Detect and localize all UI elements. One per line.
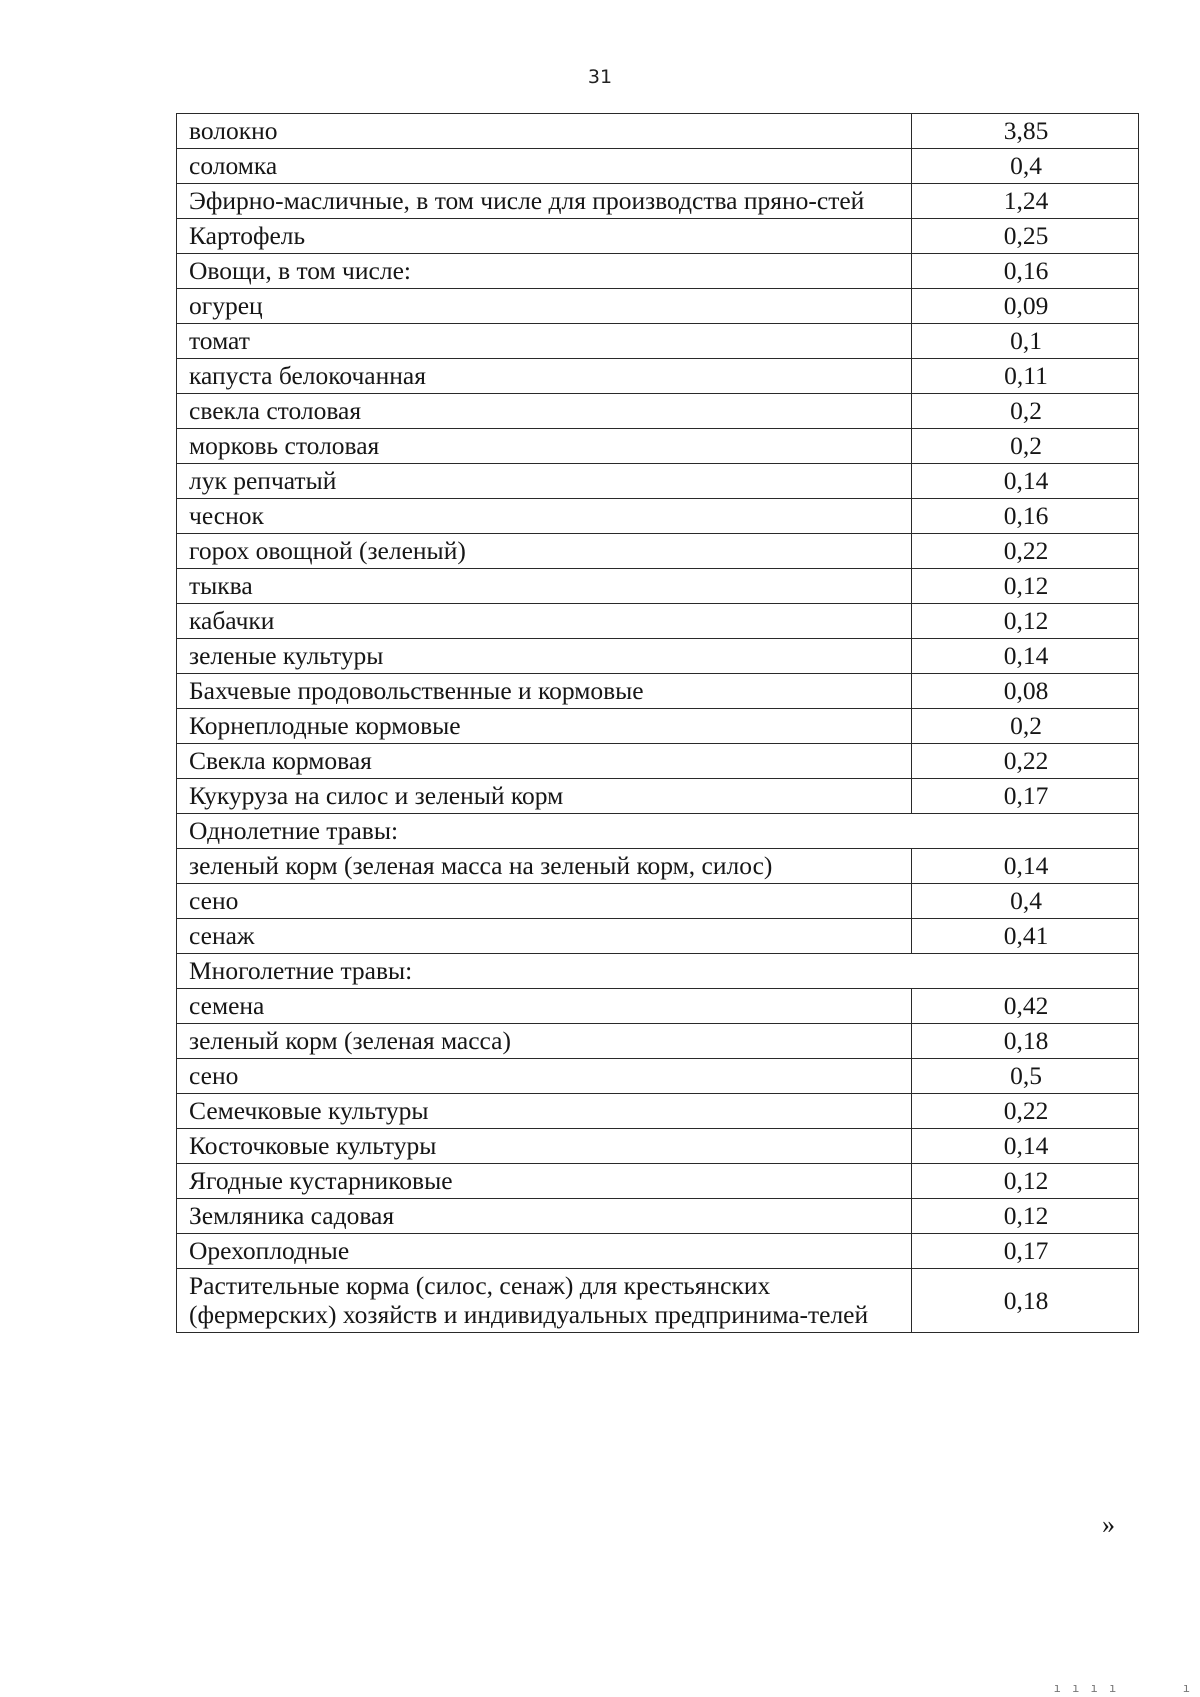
crop-name-cell: горох овощной (зеленый): [177, 534, 912, 569]
crop-name-cell: свекла столовая: [177, 394, 912, 429]
crop-name-cell: зеленые культуры: [177, 639, 912, 674]
group-header-cell: Многолетние травы:: [177, 954, 1139, 989]
table-row: [177, 709, 1139, 744]
crop-name-cell: Косточковые культуры: [177, 1129, 912, 1164]
crop-name-cell: Ягодные кустарниковые: [177, 1164, 912, 1199]
coefficient-value-cell: 0,14: [912, 849, 1139, 884]
coefficient-value-cell: 0,1: [912, 324, 1139, 359]
coefficient-value-cell: 0,4: [912, 884, 1139, 919]
group-header-row: [177, 814, 1139, 849]
table-row: [177, 499, 1139, 534]
crop-name-cell: Бахчевые продовольственные и кормовые: [177, 674, 912, 709]
table-row: [177, 324, 1139, 359]
table-row: [177, 464, 1139, 499]
table-row: [177, 534, 1139, 569]
table-row: [177, 394, 1139, 429]
coefficient-value-cell: 0,22: [912, 1094, 1139, 1129]
coefficient-value-cell: 3,85: [912, 114, 1139, 149]
crop-name-cell: тыква: [177, 569, 912, 604]
crop-name-cell: Семечковые культуры: [177, 1094, 912, 1129]
coefficient-value-cell: 0,12: [912, 1164, 1139, 1199]
crop-name-cell: зеленый корм (зеленая масса): [177, 1024, 912, 1059]
coefficient-value-cell: 0,12: [912, 1199, 1139, 1234]
table-row: [177, 919, 1139, 954]
table-body: [177, 114, 1139, 1333]
table-row: [177, 254, 1139, 289]
table-row: [177, 114, 1139, 149]
crop-name-cell: томат: [177, 324, 912, 359]
crop-name-cell: Растительные корма (силос, сенаж) для крестьянских (фермерских) хозяйств и индивидуальных предпринима-телей: [177, 1269, 912, 1333]
crop-name-cell: Орехоплодные: [177, 1234, 912, 1269]
coefficient-value-cell: 0,12: [912, 604, 1139, 639]
crop-name-cell: сено: [177, 884, 912, 919]
coefficient-value-cell: 0,41: [912, 919, 1139, 954]
crop-name-cell: Кукуруза на силос и зеленый корм: [177, 779, 912, 814]
table-row: [177, 1199, 1139, 1234]
coefficient-value-cell: 1,24: [912, 184, 1139, 219]
table-row: [177, 1024, 1139, 1059]
crop-name-cell: лук репчатый: [177, 464, 912, 499]
crop-name-cell: морковь столовая: [177, 429, 912, 464]
crop-name-cell: волокно: [177, 114, 912, 149]
page-number: 31: [587, 66, 613, 88]
table-row: [177, 289, 1139, 324]
coefficient-value-cell: 0,16: [912, 499, 1139, 534]
crop-name-cell: Земляника садовая: [177, 1199, 912, 1234]
table-row: [177, 779, 1139, 814]
crop-name-cell: капуста белокочанная: [177, 359, 912, 394]
coefficient-value-cell: 0,18: [912, 1024, 1139, 1059]
coefficient-value-cell: 0,11: [912, 359, 1139, 394]
coefficient-value-cell: 0,22: [912, 744, 1139, 779]
table-row: [177, 744, 1139, 779]
coefficient-value-cell: 0,22: [912, 534, 1139, 569]
table-row: [177, 429, 1139, 464]
coefficient-value-cell: 0,18: [912, 1269, 1139, 1333]
table-row: [177, 184, 1139, 219]
crop-name-cell: чеснок: [177, 499, 912, 534]
table-row: [177, 1164, 1139, 1199]
crop-name-cell: кабачки: [177, 604, 912, 639]
table-row: [177, 639, 1139, 674]
table-row: [177, 1269, 1139, 1333]
table-row: [177, 604, 1139, 639]
coefficient-value-cell: 0,42: [912, 989, 1139, 1024]
scan-marks: ı ı ı ı ı: [1053, 1681, 1192, 1695]
crop-name-cell: Корнеплодные кормовые: [177, 709, 912, 744]
coefficient-value-cell: 0,2: [912, 709, 1139, 744]
crop-name-cell: семена: [177, 989, 912, 1024]
table-row: [177, 149, 1139, 184]
coefficient-value-cell: 0,25: [912, 219, 1139, 254]
coefficient-value-cell: 0,2: [912, 429, 1139, 464]
table-row: [177, 569, 1139, 604]
coefficient-value-cell: 0,08: [912, 674, 1139, 709]
crop-name-cell: сено: [177, 1059, 912, 1094]
table-row: [177, 849, 1139, 884]
coefficient-value-cell: 0,17: [912, 1234, 1139, 1269]
coefficient-value-cell: 0,4: [912, 149, 1139, 184]
coefficient-value-cell: 0,2: [912, 394, 1139, 429]
group-header-cell: Однолетние травы:: [177, 814, 1139, 849]
group-header-row: [177, 954, 1139, 989]
crop-name-cell: зеленый корм (зеленая масса на зеленый корм, силос): [177, 849, 912, 884]
table-row: [177, 359, 1139, 394]
crop-name-cell: соломка: [177, 149, 912, 184]
table-row: [177, 219, 1139, 254]
coefficient-value-cell: 0,5: [912, 1059, 1139, 1094]
crop-name-cell: огурец: [177, 289, 912, 324]
table-row: [177, 884, 1139, 919]
coefficient-value-cell: 0,17: [912, 779, 1139, 814]
crop-name-cell: Картофель: [177, 219, 912, 254]
crop-name-cell: Эфирно-масличные, в том числе для производства пряно-стей: [177, 184, 912, 219]
table-row: [177, 1059, 1139, 1094]
coefficient-value-cell: 0,14: [912, 639, 1139, 674]
coefficient-value-cell: 0,12: [912, 569, 1139, 604]
coefficient-value-cell: 0,14: [912, 1129, 1139, 1164]
table-row: [177, 1234, 1139, 1269]
table-row: [177, 674, 1139, 709]
table-row: [177, 1094, 1139, 1129]
coefficient-value-cell: 0,14: [912, 464, 1139, 499]
table-row: [177, 1129, 1139, 1164]
coefficient-value-cell: 0,09: [912, 289, 1139, 324]
coefficient-value-cell: 0,16: [912, 254, 1139, 289]
crop-name-cell: Свекла кормовая: [177, 744, 912, 779]
closing-quote: »: [1102, 1510, 1115, 1539]
crop-name-cell: Овощи, в том числе:: [177, 254, 912, 289]
crop-name-cell: сенаж: [177, 919, 912, 954]
coefficient-table: [176, 113, 1139, 1333]
table-row: [177, 989, 1139, 1024]
